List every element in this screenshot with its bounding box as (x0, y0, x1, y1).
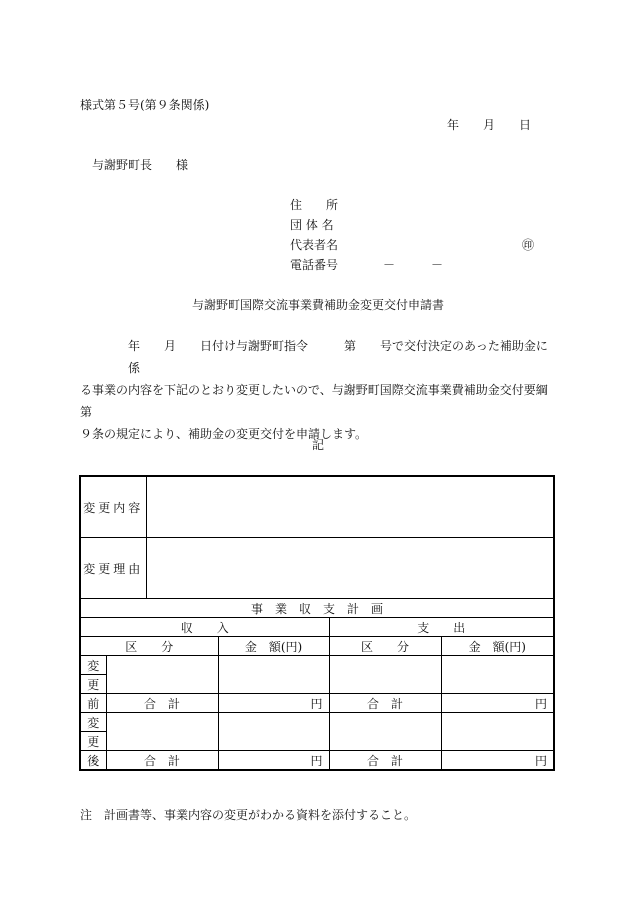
before-char-2: 更 (80, 675, 106, 694)
change-reason-label: 変更理由 (80, 538, 146, 599)
before-char-1: 変 (80, 656, 106, 675)
after-income-total-yen: 円 (218, 751, 329, 771)
ki-heading: 記 (311, 438, 324, 452)
date-line: 年 月 日 (447, 118, 532, 132)
plan-title: 事 業 収 支 計 画 (80, 599, 554, 618)
after-expense-total-yen: 円 (441, 751, 554, 771)
before-char-3: 前 (80, 694, 106, 713)
income-amount-header: 金 額(円) (218, 637, 329, 656)
change-reason-field[interactable] (146, 538, 554, 599)
expense-category-header: 区 分 (329, 637, 441, 656)
before-income-amount-cell[interactable] (218, 656, 329, 694)
expense-header: 支 出 (329, 618, 554, 637)
document-title: 与謝野町国際交流事業費補助金変更交付申請書 (191, 298, 444, 312)
before-income-total-label: 合 計 (106, 694, 218, 713)
body-line-1: 年 月 日付け与謝野町指令 第 号で交付決定のあった補助金に係 (128, 339, 548, 375)
form-number: 様式第５号(第９条関係) (80, 98, 210, 112)
after-expense-category-cell[interactable] (329, 713, 441, 751)
change-form-table (79, 475, 555, 771)
after-expense-amount-cell[interactable] (441, 713, 554, 751)
seal-mark: ㊞ (522, 238, 535, 252)
income-header: 収 入 (80, 618, 329, 637)
address-label: 住 所 (290, 198, 339, 212)
after-char-1: 変 (80, 713, 106, 732)
footnote: 注 計画書等、事業内容の変更がわかる資料を添付すること。 (80, 808, 417, 822)
after-income-total-label: 合 計 (106, 751, 218, 771)
after-income-category-cell[interactable] (106, 713, 218, 751)
after-income-amount-cell[interactable] (218, 713, 329, 751)
after-char-3: 後 (80, 751, 106, 771)
change-content-label: 変更内容 (80, 476, 146, 538)
before-expense-category-cell[interactable] (329, 656, 441, 694)
body-paragraph (80, 335, 556, 445)
representative-label: 代表者名 (290, 238, 339, 252)
income-category-header: 区 分 (80, 637, 218, 656)
phone-dashes: － － (383, 258, 444, 272)
addressee: 与謝野町長 様 (92, 158, 189, 172)
before-income-category-cell[interactable] (106, 656, 218, 694)
before-income-total-yen: 円 (218, 694, 329, 713)
before-expense-amount-cell[interactable] (441, 656, 554, 694)
change-content-field[interactable] (146, 476, 554, 538)
before-expense-total-yen: 円 (441, 694, 554, 713)
after-char-2: 更 (80, 732, 106, 751)
phone-label: 電話番号 (290, 258, 339, 272)
body-line-2: る事業の内容を下記のとおり変更したいので、与謝野町国際交流事業費補助金交付要綱第 (80, 383, 548, 419)
group-name-label: 団 体 名 (290, 218, 334, 232)
expense-amount-header: 金 額(円) (441, 637, 554, 656)
body-line-3: ９条の規定により、補助金の変更交付を申請します。 (80, 427, 368, 441)
after-expense-total-label: 合 計 (329, 751, 441, 771)
before-expense-total-label: 合 計 (329, 694, 441, 713)
